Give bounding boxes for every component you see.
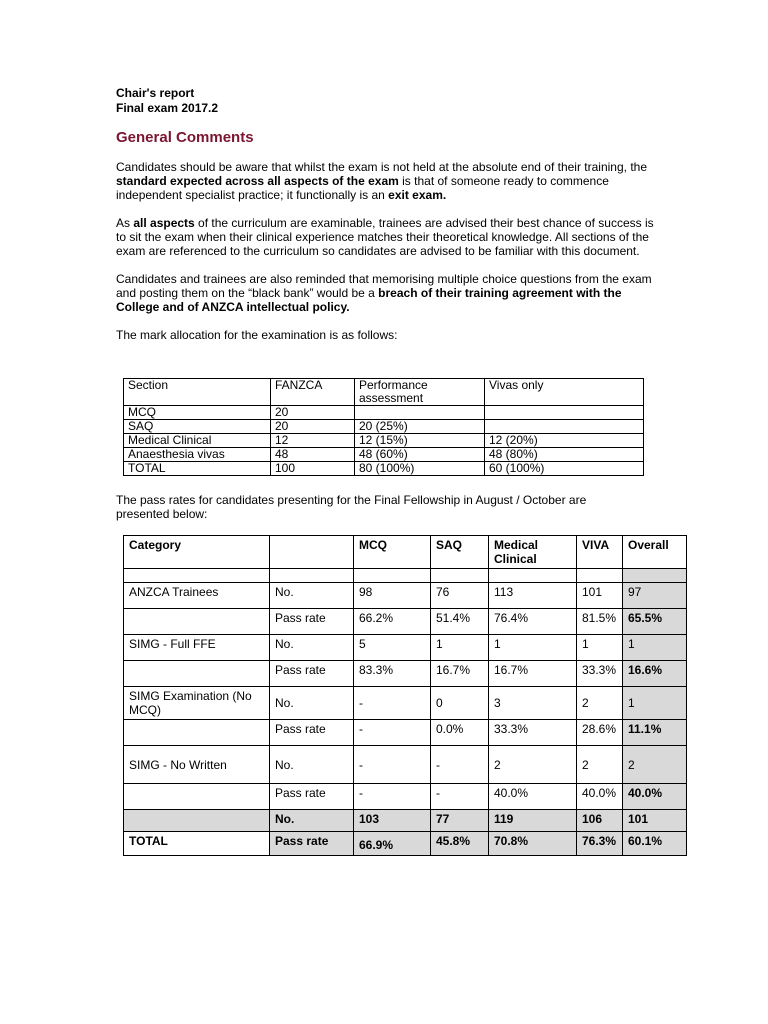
table-row: Medical Clinical 12 12 (15%) 12 (20%) — [124, 434, 644, 448]
paragraph-5: The pass rates for candidates presenting for the Final Fellowship in August / October are presented below: — [116, 493, 587, 521]
table-row: SIMG - Full FFE No. 5 1 1 1 1 — [124, 635, 687, 661]
table-row: Pass rate 83.3% 16.7% 16.7% 33.3% 16.6% — [124, 661, 687, 687]
table-row: SIMG Examination (No MCQ) No. - 0 3 2 1 — [124, 687, 687, 720]
spacer-row — [124, 569, 687, 583]
paragraph-2: As all aspects of the curriculum are examinable, trainees are advised their best chance of success is to sit the exam when their clinical experience matches their theoretical knowledge. All sections of the exam are referenced to the curriculum so candidates are advised to be familiar with this document. — [116, 216, 654, 258]
paragraph-3: Candidates and trainees are also reminded that memorising multiple choice questions from the exam and posting them on the “black bank” would be a breach of their training agreement with the College and of ANZCA intellectual policy. — [116, 272, 652, 314]
table-row: Anaesthesia vivas 48 48 (60%) 48 (80%) — [124, 448, 644, 462]
table-header-row: Section FANZCA Performance assessment Vivas only — [124, 379, 644, 406]
section-title: General Comments — [116, 129, 254, 146]
total-pass-rate-row: TOTAL Pass rate 66.9% 45.8% 70.8% 76.3% 60.1% — [124, 832, 687, 856]
table-row: Pass rate - 0.0% 33.3% 28.6% 11.1% — [124, 720, 687, 746]
table-header-row: Category MCQ SAQ Medical Clinical VIVA Overall — [124, 536, 687, 569]
table-row: SIMG - No Written No. - - 2 2 2 — [124, 746, 687, 784]
total-number-row: No. 103 77 119 106 101 — [124, 810, 687, 832]
table-row: MCQ 20 — [124, 406, 644, 420]
paragraph-1: Candidates should be aware that whilst the exam is not held at the absolute end of their training, the standard expected across all aspects of the exam is that of someone ready to commence independent specialist practice; it functionally is an exit exam. — [116, 160, 647, 202]
table-row: ANZCA Trainees No. 98 76 113 101 97 — [124, 583, 687, 609]
table-row: SAQ 20 20 (25%) — [124, 420, 644, 434]
report-heading: Chair's report — [116, 86, 195, 100]
pass-rates-table — [123, 535, 687, 856]
table-row: Pass rate - - 40.0% 40.0% 40.0% — [124, 784, 687, 810]
table-row: TOTAL 100 80 (100%) 60 (100%) — [124, 462, 644, 476]
mark-allocation-table — [123, 378, 644, 476]
paragraph-4: The mark allocation for the examination is as follows: — [116, 328, 398, 342]
exam-heading: Final exam 2017.2 — [116, 101, 219, 115]
document-body — [116, 86, 656, 356]
table-row: Pass rate 66.2% 51.4% 76.4% 81.5% 65.5% — [124, 609, 687, 635]
